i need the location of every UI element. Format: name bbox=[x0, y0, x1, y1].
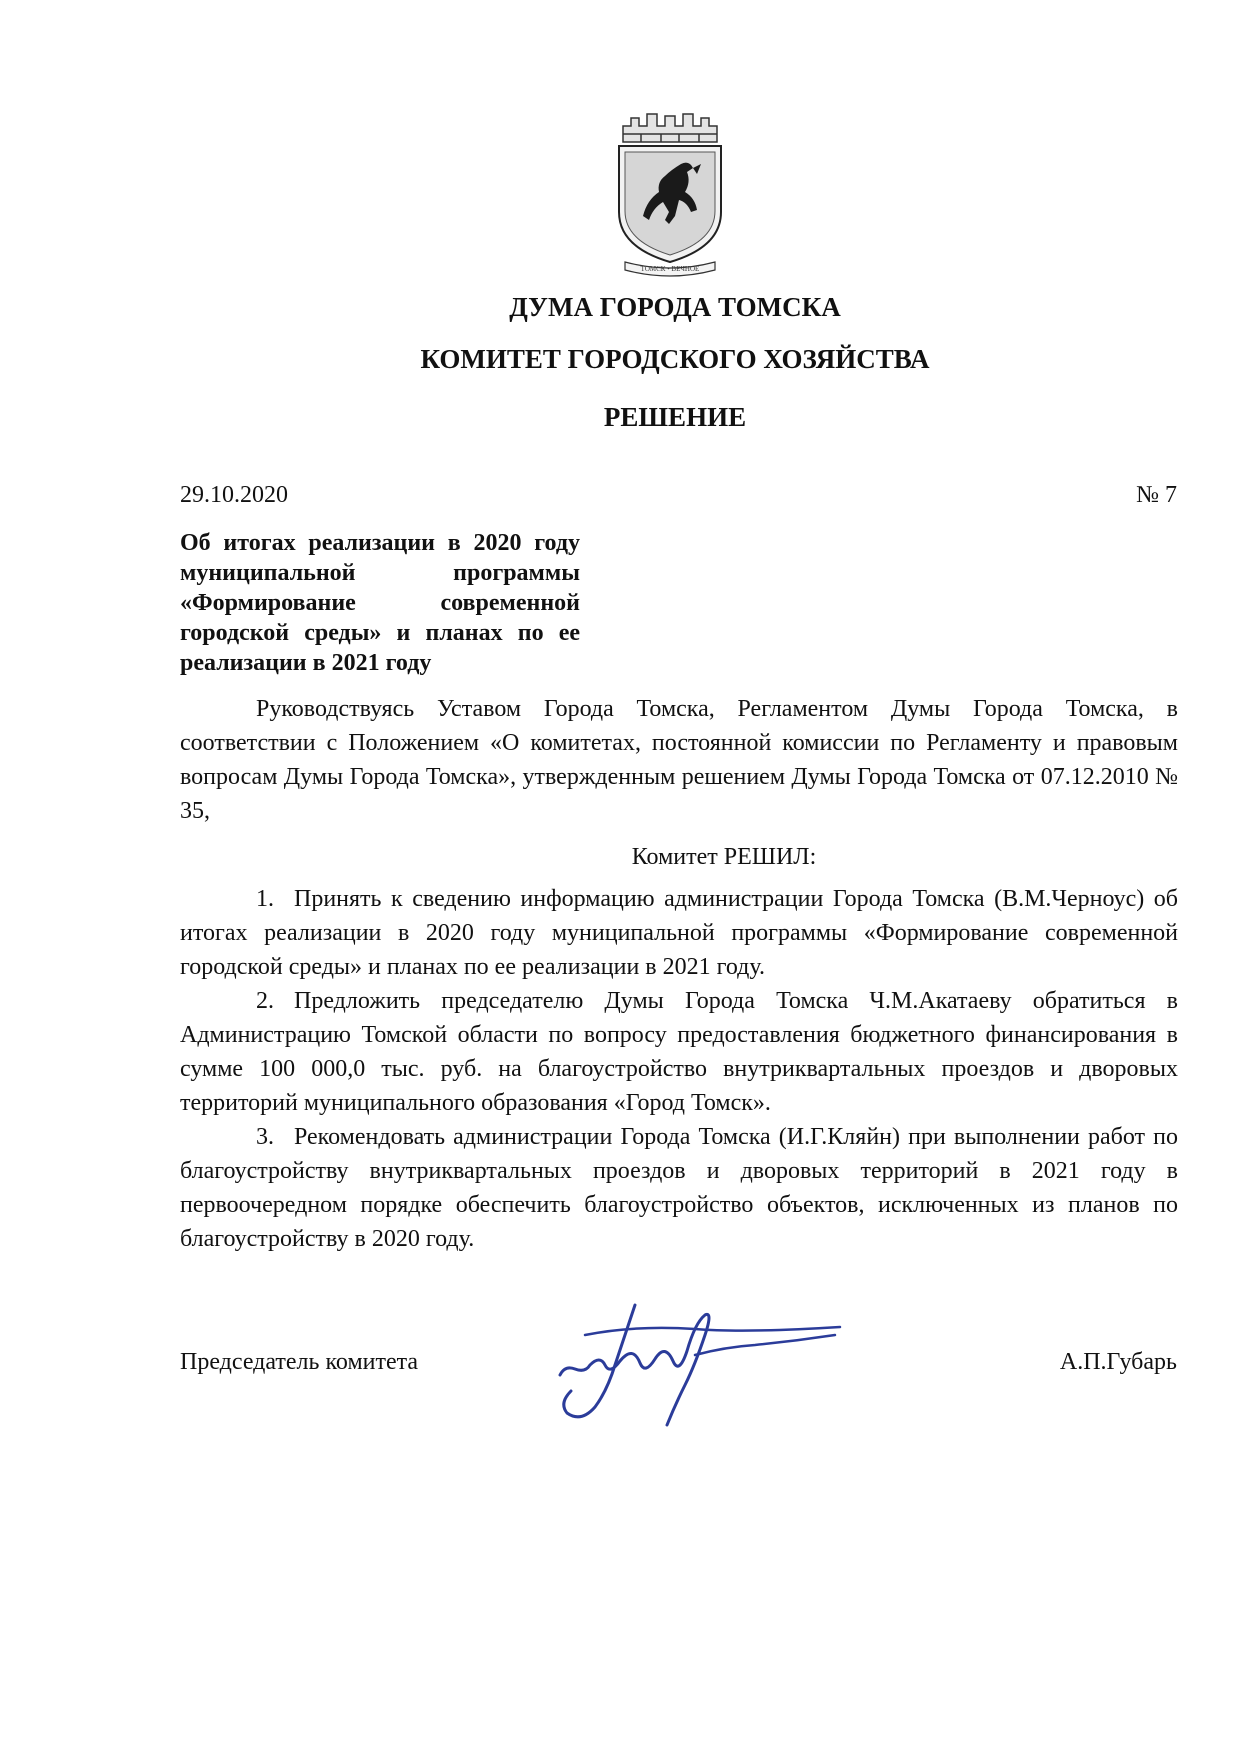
document-type: РЕШЕНИЕ bbox=[603, 402, 747, 432]
decided-heading: Комитет РЕШИЛ: bbox=[631, 844, 817, 870]
signatory-name: А.П.Губарь bbox=[1059, 1349, 1177, 1375]
item-number: 2. bbox=[256, 988, 274, 1014]
signature-stroke bbox=[695, 1335, 835, 1355]
decision-item bbox=[180, 1120, 1178, 1256]
signatory-title: Председатель комитета bbox=[180, 1349, 419, 1375]
item-number: 3. bbox=[256, 1124, 274, 1150]
document-number: № 7 bbox=[1136, 482, 1177, 508]
item-number: 1. bbox=[256, 886, 274, 912]
signature-stroke bbox=[560, 1314, 709, 1425]
document-subject: Об итогах реализации в 2020 году муниципальной программы «Формирование современной городской среды» и планах по ее реализации в 2021 году bbox=[180, 530, 580, 676]
decision-item bbox=[180, 882, 1178, 984]
document-date: 29.10.2020 bbox=[180, 482, 288, 508]
tomsk-coat-of-arms-icon bbox=[611, 112, 728, 277]
committee-title: КОМИТЕТ ГОРОДСКОГО ХОЗЯЙСТВА bbox=[420, 344, 930, 374]
item-text: Рекомендовать администрации Города Томска (И.Г.Кляйн) при выполнении работ по благоустройству внутриквартальных проездов и дворовых территорий в 2021 году в первоочередном порядке обеспечить благоустройство объектов, исключенных из планов по благоустройству в 2020 году. bbox=[180, 1124, 1178, 1252]
item-text: Предложить председателю Думы Города Томска Ч.М.Акатаеву обратиться в Администрацию Томской области по вопросу предоставления бюджетного финансирования в сумме 100 000,0 тыс. руб. на благоустройство внутриквартальных проездов и дворовых территорий муниципального образования «Город Томск». bbox=[180, 988, 1178, 1116]
org-title: ДУМА ГОРОДА ТОМСКА bbox=[509, 292, 841, 322]
preamble-paragraph: Руководствуясь Уставом Города Томска, Регламентом Думы Города Томска, в соответствии с Положением «О комитетах, постоянной комиссии по Регламенту и правовым вопросам Думы Города Томска», утвержденным решением Думы Города Томска от 07.12.2010 № 35, bbox=[180, 696, 1178, 824]
handwritten-signature bbox=[555, 1295, 845, 1435]
decision-item bbox=[180, 984, 1178, 1120]
decision-items bbox=[180, 882, 1178, 1256]
item-text: Принять к сведению информацию администрации Города Томска (В.М.Черноус) об итогах реализации в 2020 году муниципальной программы «Формирование современной городской среды» и планах по ее реализации в 2021 году. bbox=[180, 886, 1178, 980]
signature-stroke bbox=[585, 1327, 840, 1335]
svg-text:ТОМСК • ВЕЧНОЕ: ТОМСК • ВЕЧНОЕ bbox=[640, 265, 700, 273]
